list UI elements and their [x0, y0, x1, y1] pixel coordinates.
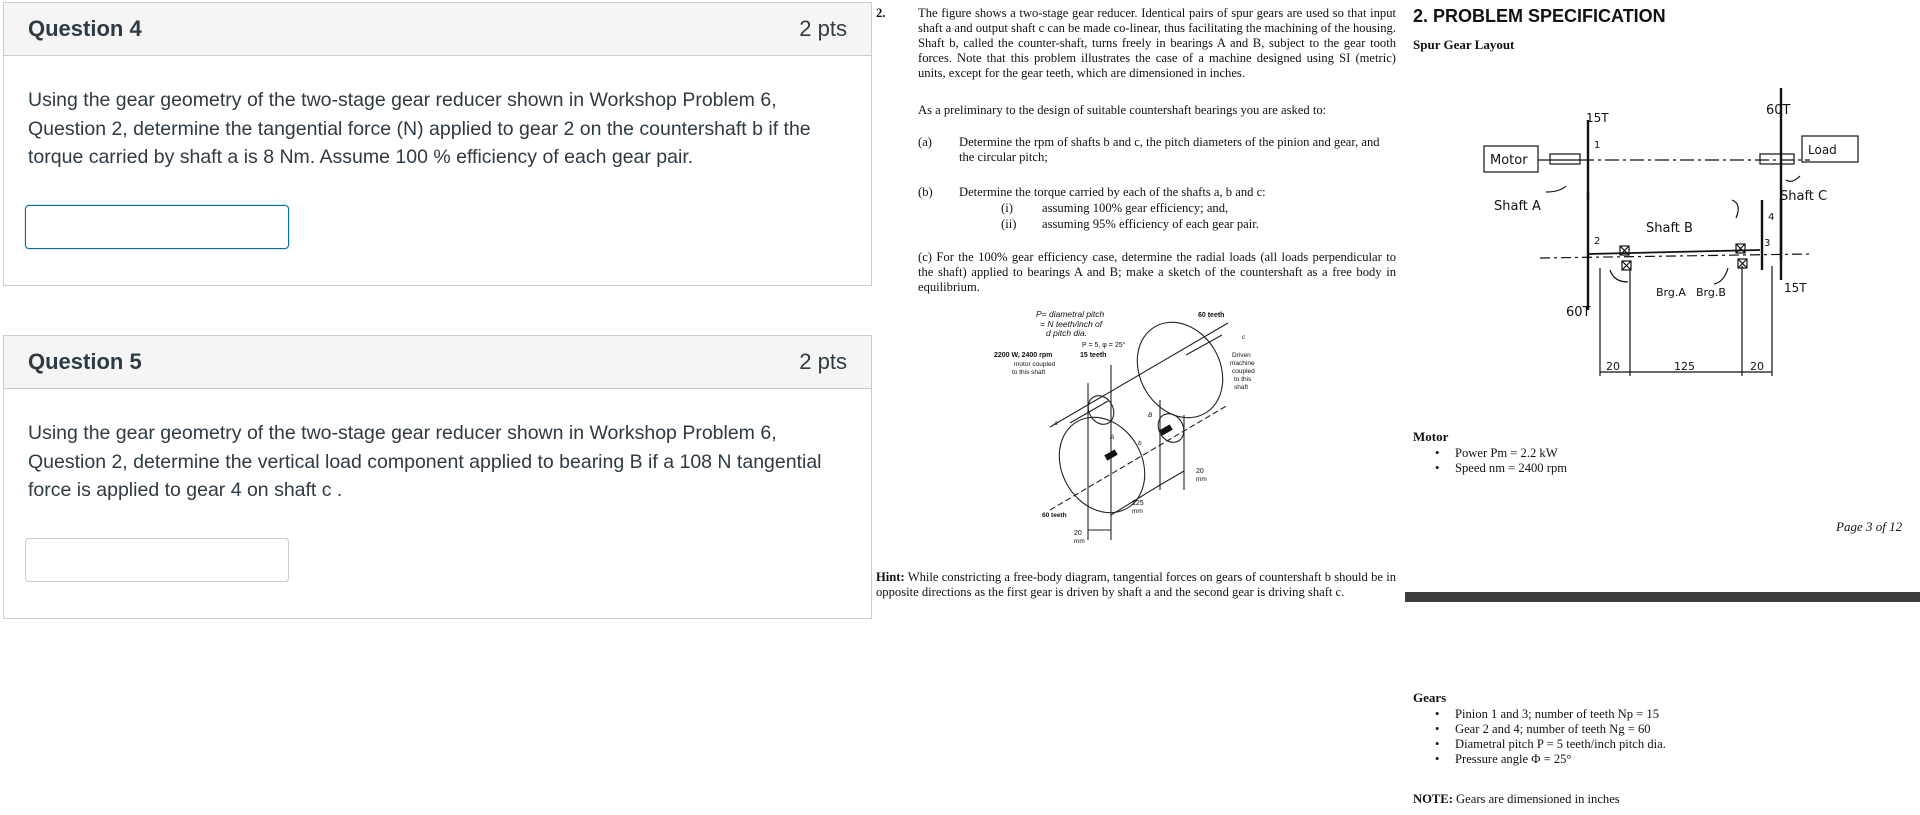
subpart-ii-text: assuming 95% efficiency of each gear pair.: [1042, 217, 1259, 231]
question-text: Using the gear geometry of the two-stage gear reducer shown in Workshop Problem 6, Question 2, determine the tangential force (N) applied to gear 2 on the countershaft b if the torque carried by shaft a is 8 Nm. Assume 100 % efficiency of each gear pair.: [28, 89, 811, 168]
fig-p-def-2: = N teeth/inch of: [1040, 319, 1103, 329]
gears-pitch: • Diametral pitch P = 5 teeth/inch pitch dia.: [1413, 737, 1833, 752]
spur-gear-layout-title: Spur Gear Layout: [1413, 37, 1515, 52]
part-a-label: (a): [918, 135, 932, 149]
subpart-i-label: (i): [1001, 201, 1013, 215]
fig-label-bearing-b: B: [1148, 412, 1153, 419]
fig-dim-20-right-unit: mm: [1196, 476, 1207, 483]
motor-speed: • Speed nm = 2400 rpm: [1413, 461, 1713, 476]
problem-intro: The figure shows a two-stage gear reducer. Identical pairs of spur gears are used so that input shaft a and output shaft c can be made co-linear, thus facilitating the machining of the housing. Shaft b, called the counter-shaft, turns freely in bearings A and B, subject to the gear tooth forces. Note that this problem illustrates the case of a machine designed using SI (metric) units, except for the gear teeth, which are dimensioned in inches.: [918, 6, 1396, 80]
fig-label-bearing-a: A: [1110, 434, 1115, 441]
sketch-15t-top: 15T: [1586, 111, 1609, 125]
question-5-header: [4, 336, 871, 389]
fig-dim-20-left-unit: mm: [1074, 538, 1085, 545]
question-title: Question 4: [28, 16, 142, 41]
fig-driven-1: Driven: [1232, 352, 1251, 359]
motor-spec-list: [1413, 446, 1713, 476]
subpart-i-text: assuming 100% gear efficiency; and,: [1042, 201, 1229, 215]
sketch-brg-a: Brg.A: [1656, 286, 1686, 299]
gear-60-top: [1120, 307, 1239, 434]
spec-title: 2. PROBLEM SPECIFICATION: [1413, 6, 1666, 26]
note-text: Gears are dimensioned in inches: [1456, 792, 1620, 806]
fig-p-value: P = 5, φ = 25°: [1082, 342, 1126, 349]
problem-number: 2.: [876, 6, 886, 20]
sketch-shaft-c: Shaft C: [1780, 189, 1828, 204]
fig-p-def-3: d pitch dia.: [1046, 328, 1088, 338]
sketch-shaft-a: Shaft A: [1494, 199, 1541, 214]
sketch-gear-2: 2: [1594, 236, 1601, 247]
fig-label-c: c: [1242, 334, 1246, 341]
fig-driven-4: to this: [1234, 376, 1252, 383]
hint-text: While constricting a free-body diagram, tangential forces on gears of countershaft b should be in opposite directions as the first gear is driven by shaft a and the second gear is driving shaft c.: [876, 570, 1396, 599]
fig-dim-125: 125: [1132, 500, 1144, 507]
gears-spec-list: [1413, 707, 1833, 767]
hint-label: Hint:: [876, 570, 905, 584]
fig-motor-3: to this shaft: [1012, 369, 1046, 376]
motor-title: Motor: [1413, 429, 1449, 444]
page-number: Page 3 of 12: [1836, 519, 1903, 534]
fig-dim-20-left: 20: [1074, 530, 1082, 537]
question-4-header: [4, 3, 871, 56]
question-5-answer-input[interactable]: [25, 538, 289, 582]
motor-power: • Power Pm = 2.2 kW: [1413, 446, 1713, 461]
gears-gear: • Gear 2 and 4; number of teeth Ng = 60: [1413, 722, 1833, 737]
fig-label-a: a: [1054, 420, 1058, 427]
hint: [876, 570, 1396, 600]
note-label: NOTE:: [1413, 792, 1453, 806]
gear-reducer-figure: [990, 305, 1310, 550]
sketch-gear-3: 3: [1764, 238, 1771, 249]
fig-driven-3: coupled: [1232, 368, 1255, 375]
sketch-dim-125: 125: [1674, 360, 1695, 373]
sketch-60t-top: 60T: [1766, 103, 1791, 118]
question-text: Using the gear geometry of the two-stage gear reducer shown in Workshop Problem 6, Question 2, determine the vertical load component applied to bearing B if a 108 N tangential force is applied to gear 4 on shaft c .: [28, 422, 822, 501]
fig-motor-1: 2200 W, 2400 rpm: [994, 352, 1053, 359]
fig-teeth-60-top: 60 teeth: [1198, 312, 1225, 319]
fig-dim-125-unit: mm: [1132, 508, 1143, 515]
sketch-dim-20-left: 20: [1606, 360, 1620, 373]
part-c-text: (c) For the 100% gear efficiency case, determine the radial loads (all loads perpendicular to the shaft) applied to bearings A and B; make a sketch of the countershaft as a free body in equilibrium.: [918, 250, 1396, 294]
part-b-label: (b): [918, 185, 933, 199]
fig-dim-20-right: 20: [1196, 468, 1204, 475]
sketch-dim-20-right: 20: [1750, 360, 1764, 373]
fig-label-b: b: [1138, 440, 1142, 447]
sketch-15t-bottom: 15T: [1784, 281, 1807, 295]
question-4-answer-input[interactable]: [25, 205, 289, 249]
sketch-load-label: Load: [1808, 143, 1837, 157]
page-divider: [1405, 592, 1920, 602]
gears-pressure-angle: • Pressure angle Φ = 25°: [1413, 752, 1833, 767]
sketch-60t-bottom: 60T: [1566, 305, 1591, 320]
part-b-text: Determine the torque carried by each of the shafts a, b and c:: [959, 185, 1266, 199]
note: [1413, 792, 1620, 807]
fig-driven-5: shaft: [1234, 384, 1249, 391]
gears-pinion: • Pinion 1 and 3; number of teeth Np = 15: [1413, 707, 1833, 722]
sketch-gear-4: 4: [1768, 212, 1775, 223]
fig-motor-2: motor coupled: [1014, 361, 1056, 368]
question-title: Question 5: [28, 349, 142, 374]
subpart-ii-label: (ii): [1001, 217, 1017, 231]
sketch-motor-label: Motor: [1490, 153, 1528, 168]
fig-teeth-60-bottom: 60 teeth: [1042, 512, 1067, 519]
sketch-shaft-b: Shaft B: [1646, 221, 1693, 236]
sketch-gear-1: 1: [1594, 140, 1601, 151]
spur-gear-layout-sketch: [1470, 80, 1890, 410]
fig-driven-2: machine: [1230, 360, 1255, 367]
fig-teeth-15: 15 teeth: [1080, 352, 1107, 359]
problem-prelim: As a preliminary to the design of suitable countershaft bearings you are asked to:: [918, 103, 1327, 117]
question-points: 2 pts: [799, 349, 847, 374]
question-points: 2 pts: [799, 16, 847, 41]
gears-title: Gears: [1413, 690, 1447, 705]
sketch-brg-b: Brg.B: [1696, 286, 1726, 299]
fig-p-def-1: P= diametral pitch: [1036, 309, 1105, 319]
part-a-text: Determine the rpm of shafts b and c, the pitch diameters of the pinion and gear, and the circular pitch;: [959, 135, 1380, 164]
